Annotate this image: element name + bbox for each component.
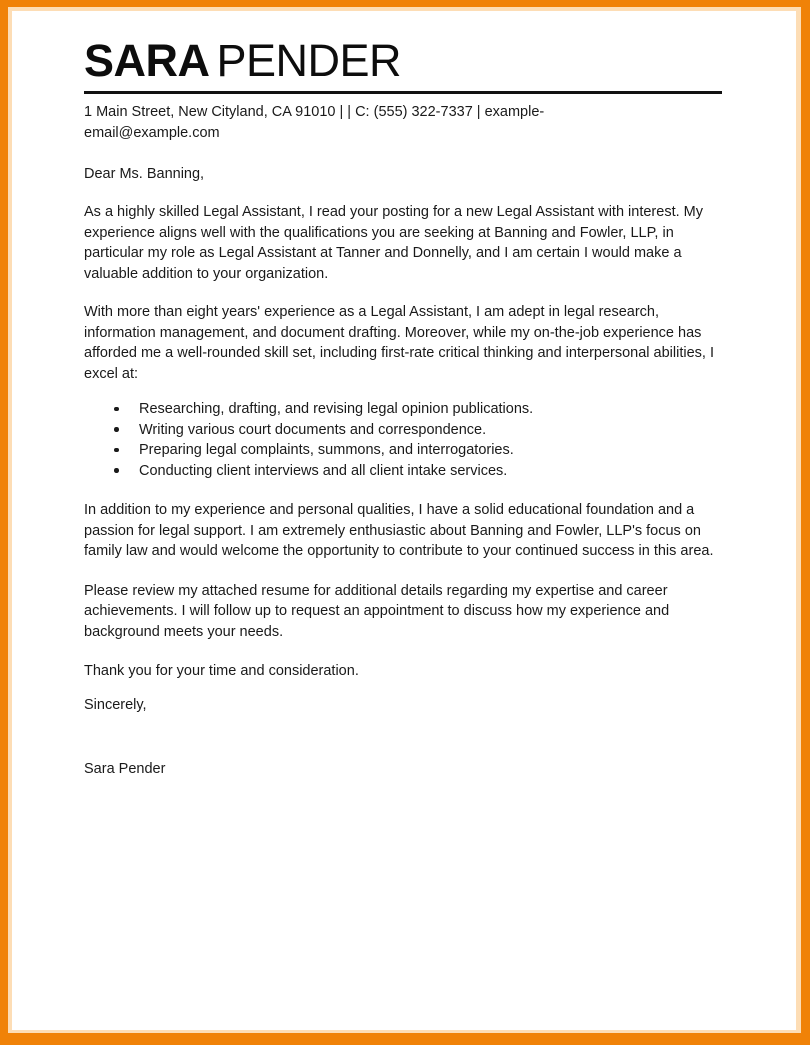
list-item-label: Preparing legal complaints, summons, and interrogatories. bbox=[139, 442, 514, 458]
list-item bbox=[84, 420, 722, 441]
body-paragraph-4: Please review my attached resume for additional details regarding my expertise and career achievements. I will follow up to request an appointment to discuss how my experience and background meets your needs. bbox=[84, 582, 670, 640]
page-border-left bbox=[0, 0, 8, 1045]
applicant-last-name: PENDER bbox=[216, 35, 402, 86]
page-border-top bbox=[0, 0, 810, 7]
applicant-name bbox=[84, 36, 722, 86]
closing-line: Thank you for your time and consideration. bbox=[84, 663, 359, 679]
signature-name: Sara Pender bbox=[84, 761, 166, 777]
list-item-label: Writing various court documents and correspondence. bbox=[139, 421, 487, 438]
letterhead bbox=[84, 36, 722, 143]
skills-bullet-list bbox=[84, 399, 722, 481]
list-item bbox=[84, 461, 722, 482]
document-sheet bbox=[12, 11, 796, 1030]
contact-line: 1 Main Street, New Cityland, CA 91010 | | C: (555) 322-7337 | example-email@example.com bbox=[84, 104, 545, 141]
bullet-icon bbox=[114, 407, 119, 412]
salutation: Dear Ms. Banning, bbox=[84, 166, 205, 182]
list-item bbox=[84, 399, 722, 420]
bullet-icon bbox=[114, 448, 119, 453]
letterhead-divider bbox=[84, 91, 722, 94]
bullet-icon bbox=[114, 427, 119, 432]
page-border-bottom bbox=[0, 1033, 810, 1045]
letter-content bbox=[84, 36, 722, 780]
list-item-label: Conducting client interviews and all client intake services. bbox=[139, 462, 508, 479]
list-item-label: Researching, drafting, and revising legal opinion publications. bbox=[139, 401, 534, 417]
list-item bbox=[84, 440, 722, 461]
applicant-first-name: SARA bbox=[84, 35, 210, 86]
body-paragraph-3: In addition to my experience and personal qualities, I have a solid educational foundation and a passion for legal support. I am extremely enthusiastic about Banning and Fowler, LLP's focus on family law and would welcome the opportunity to contribute to your continued success in this area. bbox=[84, 502, 714, 559]
bullet-icon bbox=[114, 468, 119, 473]
page-border-right bbox=[801, 0, 810, 1045]
signoff-line: Sincerely, bbox=[84, 696, 147, 713]
body-paragraph-2: With more than eight years' experience as a Legal Assistant, I am adept in legal research, information management, and document drafting. Moreover, while my on-the-job experience has afforded me a well-rounded skill set, including first-rate critical thinking and interpersonal abilities, I excel at: bbox=[84, 304, 714, 382]
body-paragraph-1: As a highly skilled Legal Assistant, I read your posting for a new Legal Assistant with interest. My experience aligns well with the qualifications you are seeking at Banning and Fowler, LLP, in particular my role as Legal Assistant at Tanner and Donnelly, and I am certain I would make a valuable addition to your organization. bbox=[84, 204, 703, 282]
